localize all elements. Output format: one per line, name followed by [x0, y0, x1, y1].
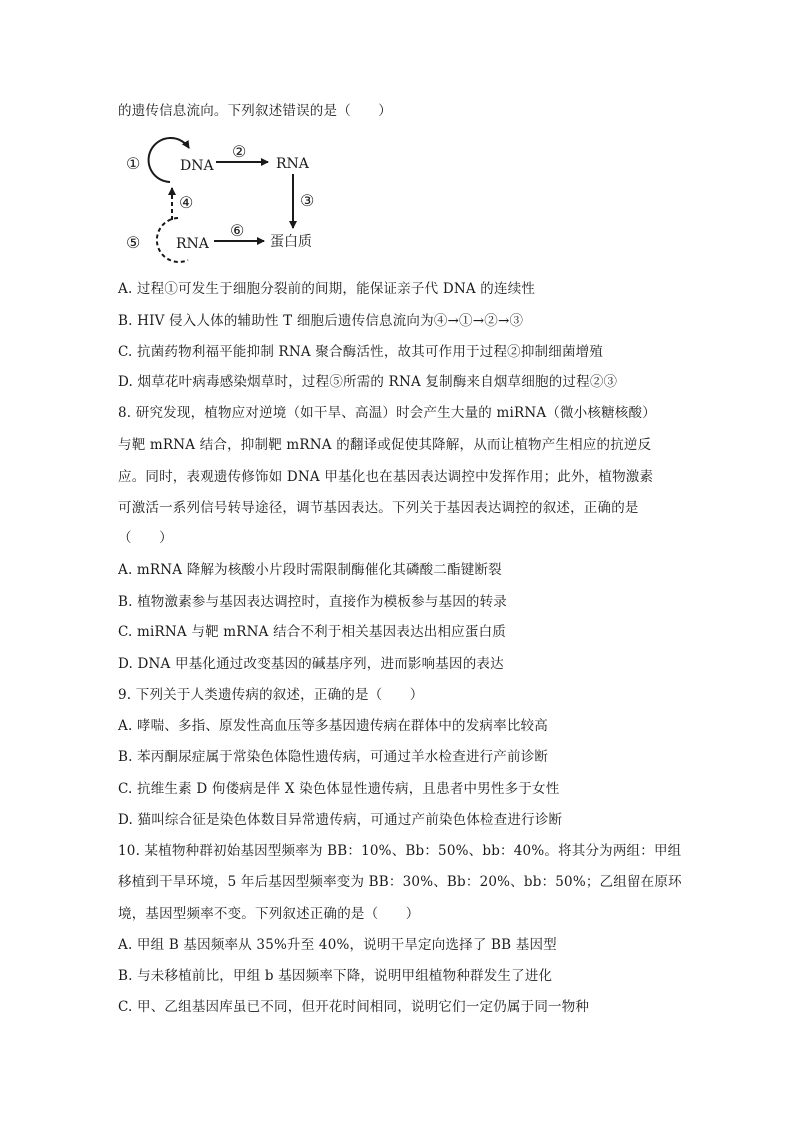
q8-stem-line-3: 应。同时，表观遗传修饰如 DNA 甲基化也在基因表达调控中发挥作用；此外，植物激素	[118, 469, 654, 485]
q9-option-c: C. 抗维生素 D 佝偻病是伴 X 染色体显性遗传病，且患者中男性多于女性	[118, 781, 560, 797]
label-6: ⑥	[230, 221, 245, 240]
q7-option-c: C. 抗菌药物利福平能抑制 RNA 聚合酶活性，故其可作用于过程②抑制细菌增殖	[118, 344, 604, 360]
label-3: ③	[300, 191, 315, 210]
q8-option-c: C. miRNA 与靶 mRNA 结合不利于相关基因表达出相应蛋白质	[118, 624, 506, 640]
q9-option-d: D. 猫叫综合征是染色体数目异常遗传病，可通过产前染色体检查进行诊断	[118, 812, 563, 828]
q8-option-a: A. mRNA 降解为核酸小片段时需限制酶催化其磷酸二酯键断裂	[118, 562, 502, 578]
q10-stem-line-2: 移植到干旱环境，5 年后基因型频率变为 BB：30%、Bb：20%、bb：50%；乙组留在原环	[118, 874, 682, 890]
node-dna: DNA	[180, 158, 214, 174]
q9-stem: 9. 下列关于人类遗传病的叙述，正确的是（ ）	[118, 687, 424, 703]
question-7-stem-end: 的遗传信息流向。下列叙述错误的是（ ）	[118, 103, 392, 119]
label-4: ④	[179, 193, 194, 212]
label-2: ②	[232, 142, 247, 161]
q9-option-a: A. 哮喘、多指、原发性高血压等多基因遗传病在群体中的发病率比较高	[118, 718, 548, 734]
q8-stem-line-1: 8. 研究发现，植物应对逆境（如干旱、高温）时会产生大量的 miRNA（微小核糖核酸）	[118, 405, 656, 421]
q8-option-d: D. DNA 甲基化通过改变基因的碱基序列，进而影响基因的表达	[118, 656, 504, 672]
q9-option-b: B. 苯丙酮尿症属于常染色体隐性遗传病，可通过羊水检查进行产前诊断	[118, 749, 549, 765]
node-protein: 蛋白质	[270, 234, 312, 250]
genetic-information-flow-diagram	[118, 136, 348, 266]
q8-stem-line-2: 与靶 mRNA 结合，抑制靶 mRNA 的翻译或促使其降解，从而让植物产生相应的抗逆反	[118, 437, 652, 453]
label-1: ①	[126, 154, 141, 173]
q10-option-b: B. 与未移植前比，甲组 b 基因频率下降，说明甲组植物种群发生了进化	[118, 968, 553, 984]
label-5: ⑤	[126, 233, 141, 252]
node-rna-top: RNA	[276, 156, 309, 172]
q8-option-b: B. 植物激素参与基因表达调控时，直接作为模板参与基因的转录	[118, 594, 508, 610]
q10-stem-line-3: 境，基因型频率不变。下列叙述正确的是（ ）	[118, 906, 420, 922]
q8-stem-line-4: 可激活一系列信号转导途径，调节基因表达。下列关于基因表达调控的叙述，正确的是	[118, 500, 639, 516]
q7-option-d: D. 烟草花叶病毒感染烟草时，过程⑤所需的 RNA 复制酶来自烟草细胞的过程②③	[118, 374, 618, 390]
q7-option-b: B. HIV 侵入人体的辅助性 T 细胞后遗传信息流向为④→①→②→③	[118, 313, 524, 329]
q10-stem-line-1: 10. 某植物种群初始基因型频率为 BB：10%、Bb：50%、bb：40%。将其分为两组：甲组	[118, 843, 682, 859]
q10-option-c: C. 甲、乙组基因库虽已不同，但开花时间相同，说明它们一定仍属于同一物种	[118, 999, 590, 1015]
q8-stem-line-5: （ ）	[118, 530, 173, 546]
q10-option-a: A. 甲组 B 基因频率从 35%升至 40%，说明干旱定向选择了 BB 基因型	[118, 937, 557, 953]
q7-option-a: A. 过程①可发生于细胞分裂前的间期，能保证亲子代 DNA 的连续性	[118, 281, 536, 297]
node-rna-bottom: RNA	[176, 236, 209, 252]
